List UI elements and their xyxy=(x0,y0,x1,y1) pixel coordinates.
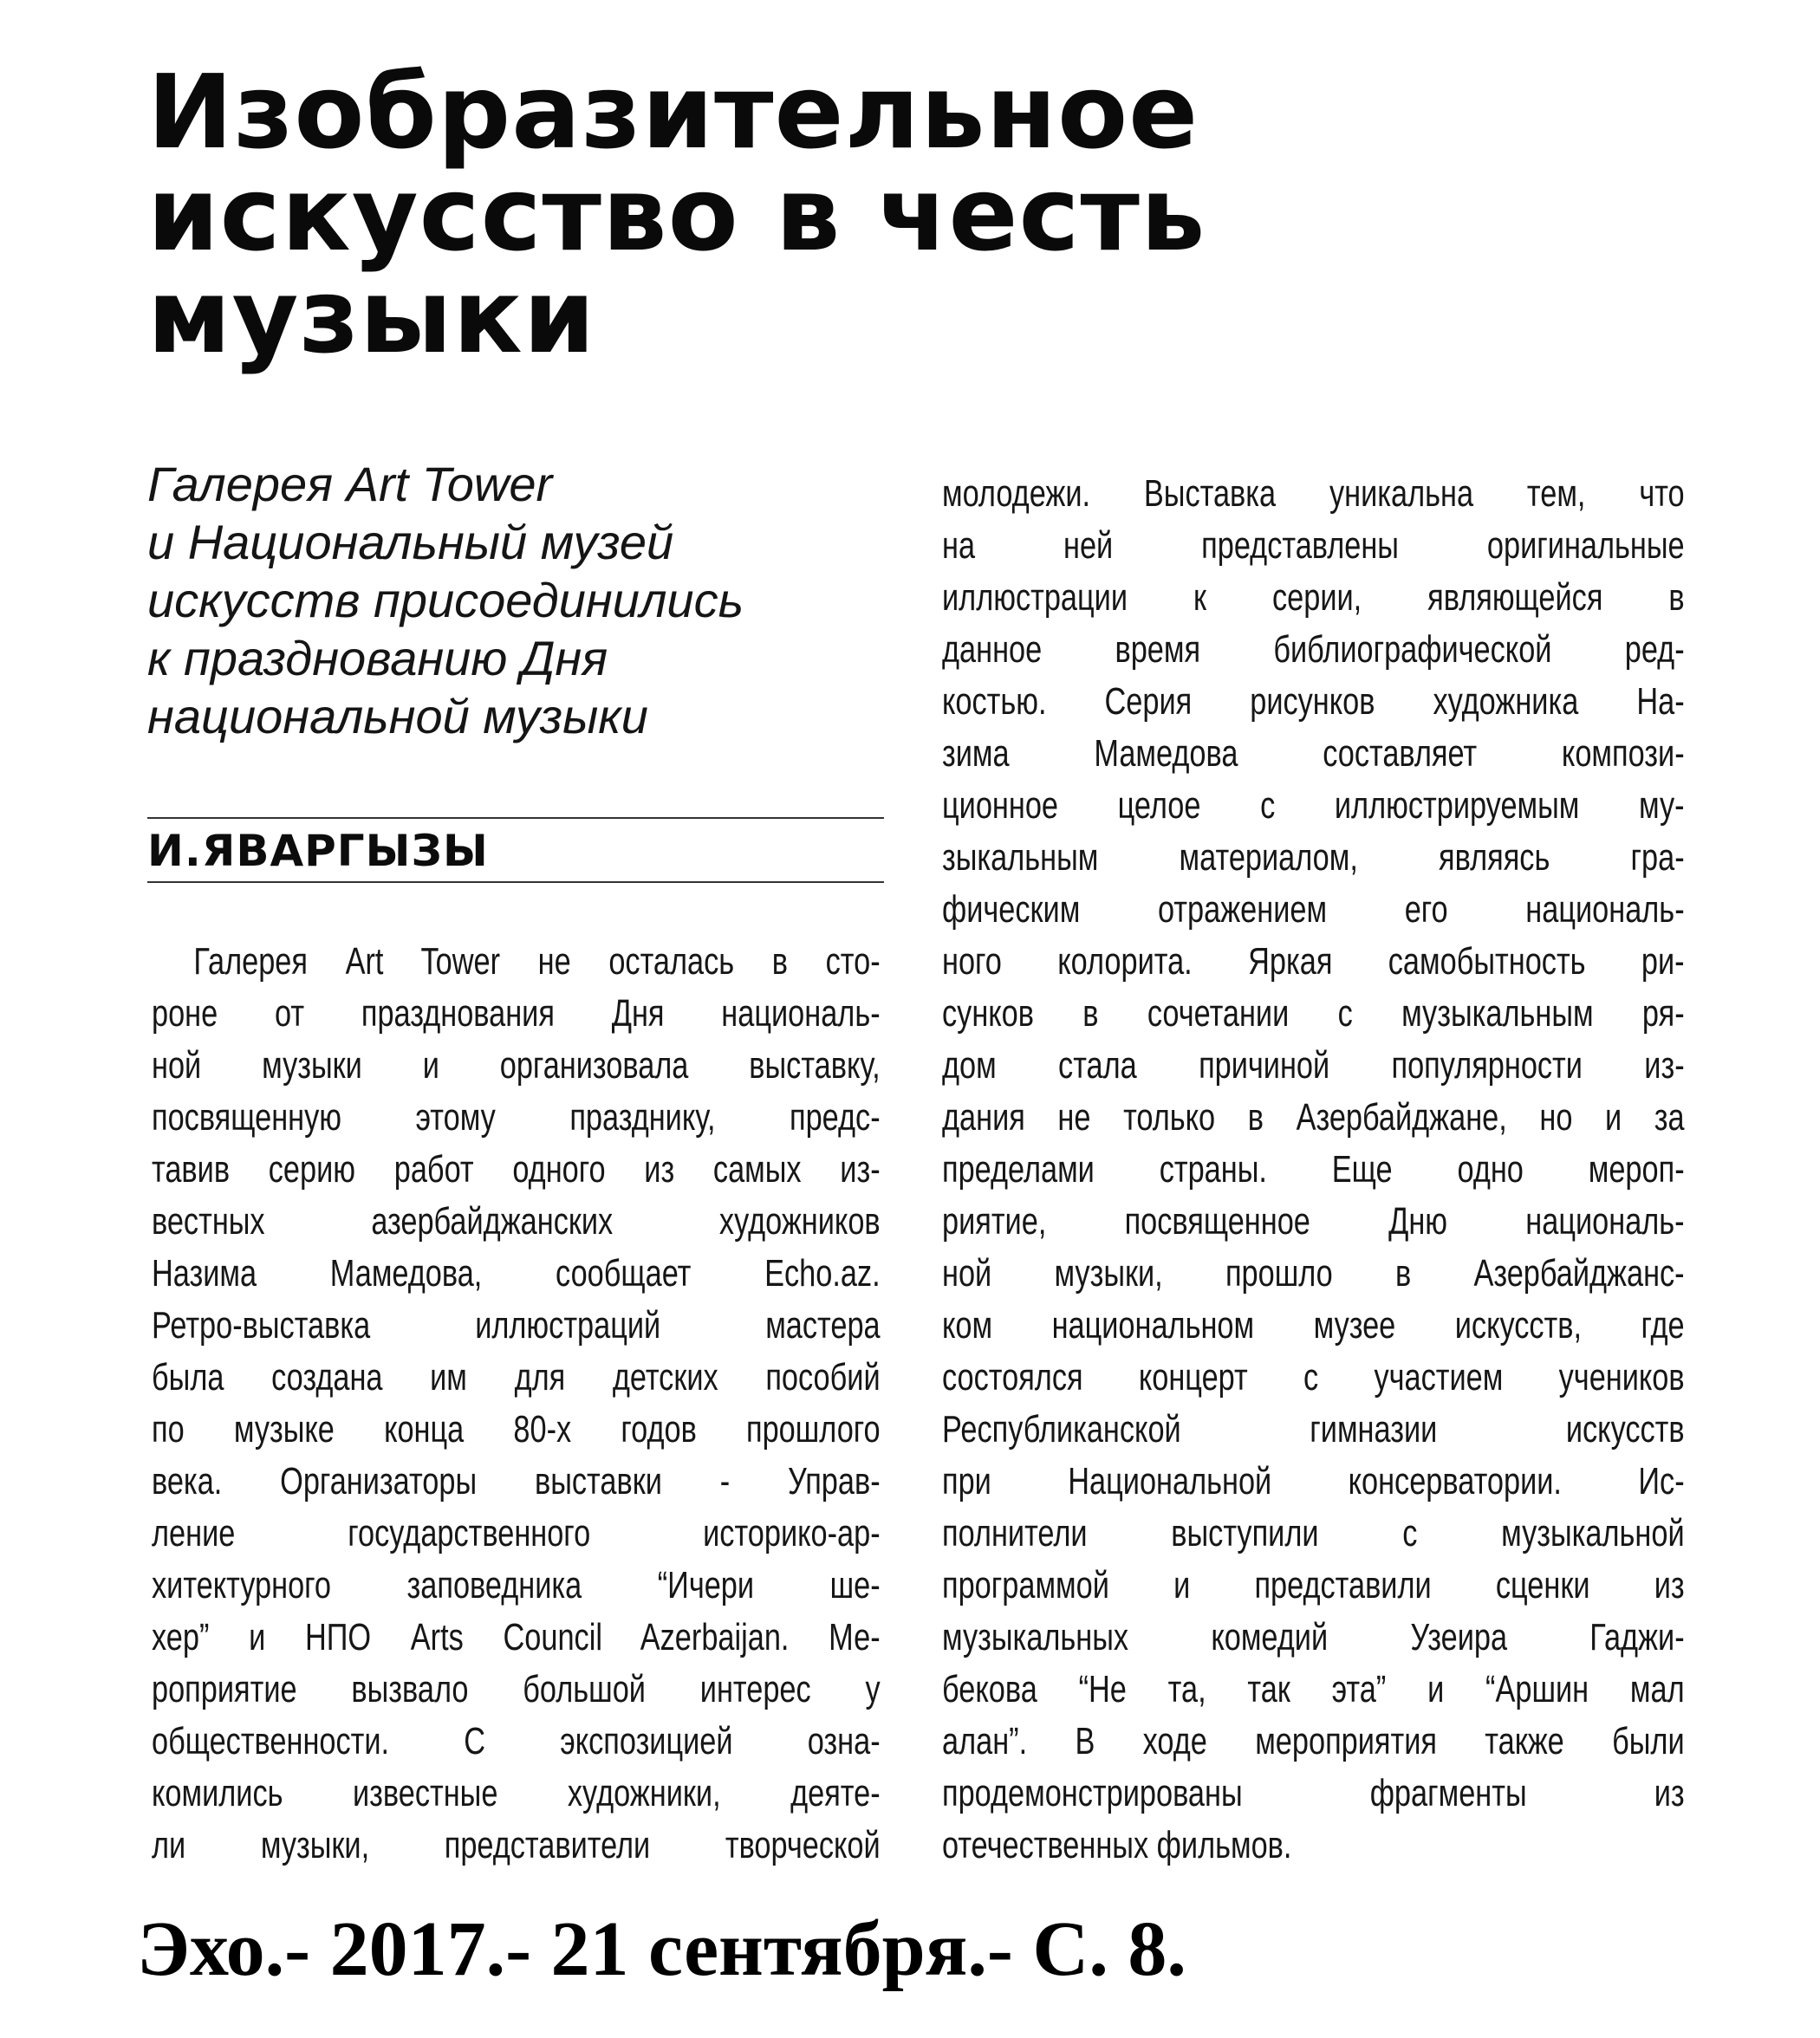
article-column-right xyxy=(942,468,1686,1872)
text-line: состоялся концерт с участием учеников xyxy=(942,1356,1685,1399)
text-line: ление государственного историко-ар- xyxy=(152,1512,881,1554)
author-byline: И.ЯВАРГЫЗЫ xyxy=(147,826,489,876)
subtitle-line: искусств присоединились xyxy=(147,573,744,627)
text-line: на ней представлены оригинальные xyxy=(942,524,1685,567)
subtitle-line: национальной музыки xyxy=(147,689,648,743)
text-line: риятие, посвященное Дню националь- xyxy=(942,1200,1685,1243)
subtitle-line: к празднованию Дня xyxy=(147,631,608,685)
author-rule-top xyxy=(147,817,884,819)
subtitle xyxy=(147,455,893,745)
text-line: ком национальном музее искусств, где xyxy=(942,1304,1685,1347)
subtitle-line: Галерея Art Tower xyxy=(147,457,553,511)
text-line: костью. Серия рисунков художника На- xyxy=(942,680,1685,723)
text-line: ной музыки, прошло в Азербайджанс- xyxy=(942,1252,1685,1295)
author-rule-bottom xyxy=(147,881,884,883)
text-line: хер” и НПО Arts Council Azerbaijan. Ме- xyxy=(152,1616,881,1658)
text-line: программой и представили сценки из xyxy=(942,1564,1685,1606)
text-line: полнители выступили с музыкальной xyxy=(942,1512,1685,1554)
text-line: ной музыки и организовала выставку, xyxy=(152,1044,881,1087)
text-line: общественности. С экспозицией озна- xyxy=(152,1720,881,1762)
text-line: сунков в сочетании с музыкальным ря- xyxy=(942,992,1685,1035)
text-line: Назима Мамедова, сообщает Echo.az. xyxy=(152,1252,881,1295)
text-line: Республиканской гимназии искусств xyxy=(942,1408,1685,1451)
text-line: молодежи. Выставка уникальна тем, что xyxy=(942,472,1685,515)
text-line: фическим отражением его националь- xyxy=(942,888,1685,931)
text-line: роприятие вызвало большой интерес у xyxy=(152,1668,881,1710)
text-line: дания не только в Азербайджане, но и за xyxy=(942,1096,1685,1139)
text-line: данное время библиографической ред- xyxy=(942,628,1685,671)
text-line: музыкальных комедий Узеира Гаджи- xyxy=(942,1616,1685,1658)
text-line: века. Организаторы выставки - Управ- xyxy=(152,1460,881,1503)
text-line: Ретро-выставка иллюстраций мастера xyxy=(152,1304,881,1347)
text-line: была создана им для детских пособий xyxy=(152,1356,881,1399)
text-line: отечественных фильмов. xyxy=(942,1824,1292,1866)
text-line: зыкальным материалом, являясь гра- xyxy=(942,836,1685,879)
subtitle-line: и Национальный музей xyxy=(147,515,674,569)
text-line: алан”. В ходе мероприятия также были xyxy=(942,1720,1685,1762)
text-line: ного колорита. Яркая самобытность ри- xyxy=(942,940,1685,983)
text-line: тавив серию работ одного из самых из- xyxy=(152,1148,881,1191)
headline-line: искусство в честь xyxy=(147,154,1206,274)
text-line: хитектурного заповедника “Ичери ше- xyxy=(152,1564,881,1606)
text-line: продемонстрированы фрагменты из xyxy=(942,1772,1685,1814)
text-line: бекова “Не та, так эта” и “Аршин мал xyxy=(942,1668,1685,1710)
text-line: по музыке конца 80-х годов прошлого xyxy=(152,1408,881,1451)
text-line: зима Мамедова составляет компози- xyxy=(942,732,1685,775)
text-line: при Национальной консерватории. Ис- xyxy=(942,1460,1685,1503)
text-line: иллюстрации к серии, являющейся в xyxy=(942,576,1685,619)
article-column-left xyxy=(152,936,881,1872)
headline-line: Изобразительное xyxy=(147,52,1199,172)
text-line: посвященную этому празднику, предс- xyxy=(152,1096,881,1139)
headline-line: музыки xyxy=(147,256,596,376)
text-line: пределами страны. Еще одно мероп- xyxy=(942,1148,1685,1191)
text-line: Галерея Art Tower не осталась в сто- xyxy=(193,940,881,983)
text-line: роне от празднования Дня националь- xyxy=(152,992,881,1035)
source-citation: Эхо.- 2017.- 21 сентября.- С. 8. xyxy=(137,1906,1186,1992)
text-line: вестных азербайджанских художников xyxy=(152,1200,881,1243)
text-line: дом стала причиной популярности из- xyxy=(942,1044,1685,1087)
text-line: комились известные художники, деяте- xyxy=(152,1772,881,1814)
headline xyxy=(147,52,1707,376)
text-line: ли музыки, представители творческой xyxy=(152,1824,881,1866)
text-line: ционное целое с иллюстрируемым му- xyxy=(942,784,1685,827)
